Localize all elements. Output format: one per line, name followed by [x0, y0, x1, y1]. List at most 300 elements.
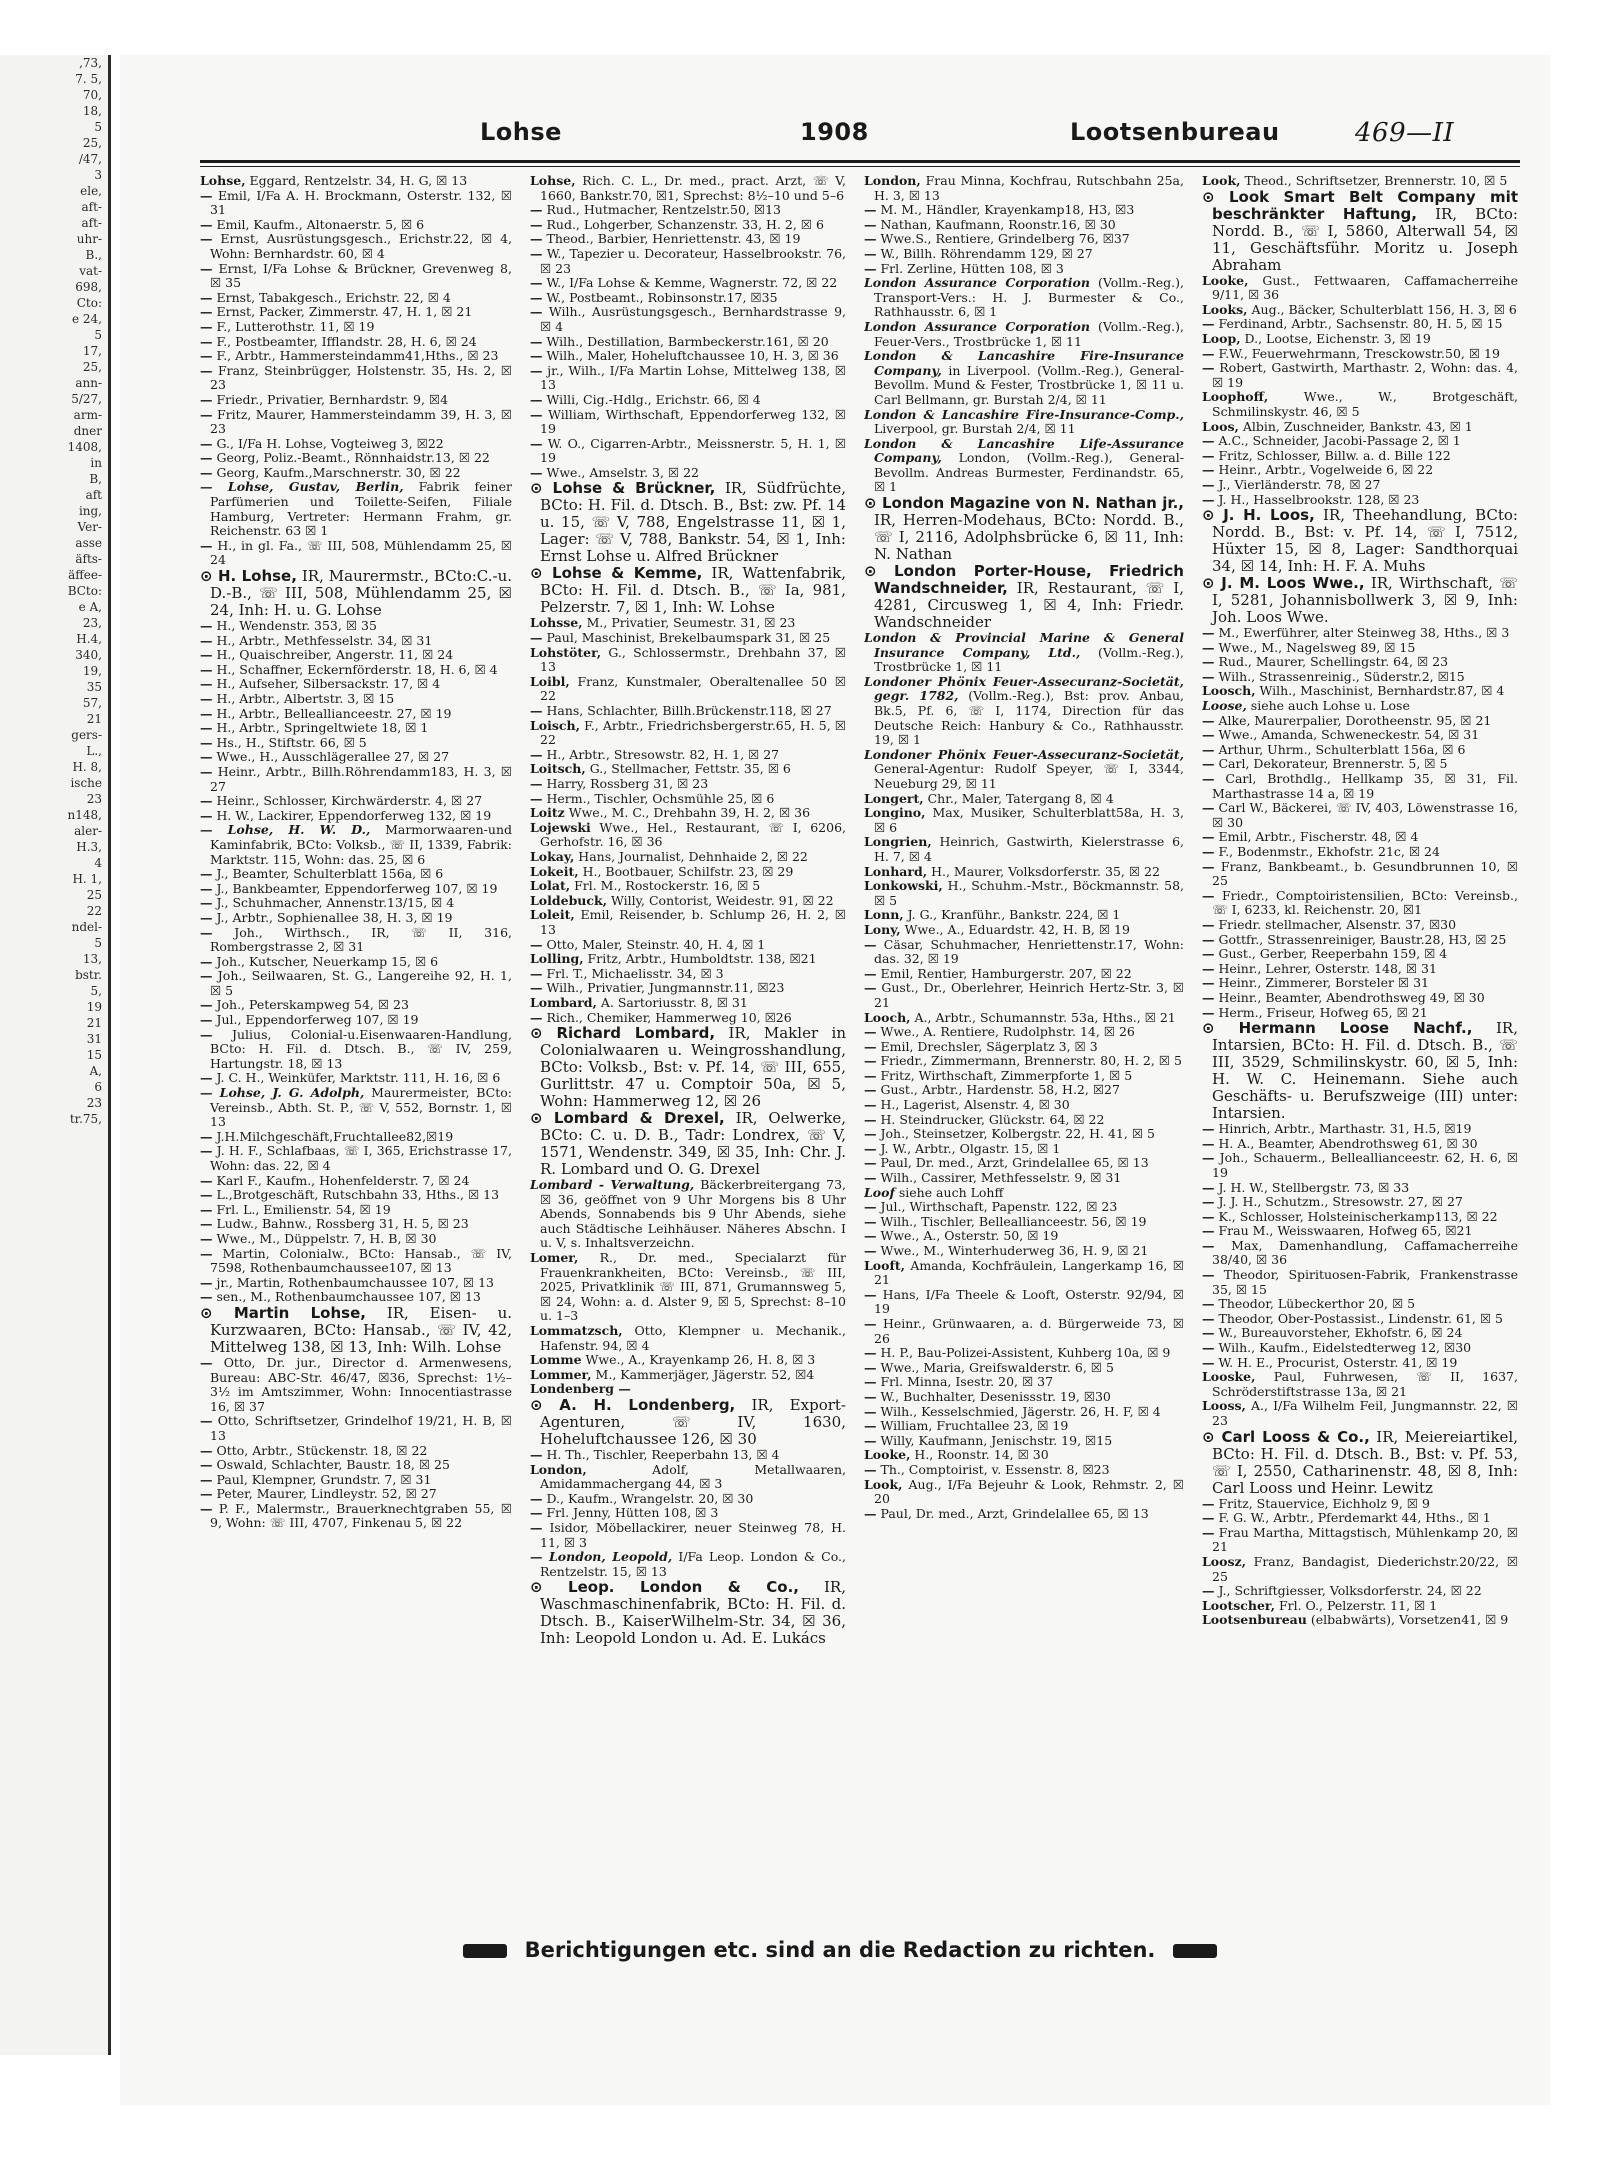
entry-name: — [1202, 829, 1215, 845]
entry-details: General-Agentur: Rudolf Speyer, ☏ I, 3344, Neueburg 29, ☒ 11 [874, 761, 1184, 791]
entry-details: Joh., Kutscher, Neuerkamp 15, ☒ 6 [216, 953, 439, 969]
entry-name: London Assurance Corporation [864, 318, 1090, 334]
previous-page-fragment: äfts- [75, 552, 102, 566]
entry-details: D., Kaufm., Wrangelstr. 20, ☒ 30 [546, 1490, 754, 1506]
previous-page-fragment: Ver- [77, 520, 102, 534]
entry-details: Frau M., Weisswaaren, Hofweg 65, ☒21 [1218, 1223, 1473, 1239]
directory-entry [1202, 1526, 1518, 1555]
entry-name: — [200, 348, 213, 364]
directory-entry [200, 1028, 512, 1072]
entry-name: Lonhard, [864, 863, 928, 879]
entry-name: — [1202, 1340, 1215, 1356]
entry-name: — [530, 275, 543, 291]
directory-entry [1202, 670, 1518, 685]
entry-name: Looske, [1202, 1369, 1256, 1385]
entry-name: — [200, 187, 213, 203]
entry-name: — [200, 289, 213, 305]
entry-name: Look, [864, 1476, 903, 1492]
directory-entry [864, 247, 1184, 262]
entry-name: Loophoff, [1202, 389, 1269, 405]
directory-entry [864, 1142, 1184, 1157]
entry-details: W., Postbeamt., Robinsonstr.17, ☒35 [546, 289, 778, 305]
directory-entry [864, 1083, 1184, 1098]
directory-entry [200, 335, 512, 350]
entry-details: W., Bureauvorsteher, Ekhofstr. 6, ☒ 24 [1218, 1325, 1463, 1341]
entry-details: J. C. H., Weinküfer, Marktstr. 111, H. 16, ☒ 6 [216, 1070, 501, 1086]
entry-name: Lohse, [200, 174, 246, 188]
entry-details: Joh., Wirthsch., IR, ☏ II, 316, Rombergstrasse 2, ☒ 31 [210, 924, 512, 955]
directory-entry [864, 1069, 1184, 1084]
entry-name: — [1202, 712, 1215, 728]
entry-name: Loldebuck, [530, 892, 608, 908]
page-footer [440, 1938, 1240, 1978]
directory-entry [1202, 962, 1518, 977]
entry-name: — [200, 749, 213, 765]
directory-entry [530, 646, 846, 675]
previous-page-fragment: bstr. [75, 968, 102, 982]
entry-details: J. J. H., Schutzm., Stresowstr. 27, ☒ 27 [1218, 1194, 1463, 1210]
entry-name: — [200, 1201, 213, 1217]
entry-name: — [1202, 1208, 1215, 1224]
entry-details: F.W., Feuerwehrmann, Tresckowstr.50, ☒ 19 [1218, 345, 1500, 361]
entry-name: Lomer, [530, 1250, 579, 1266]
entry-details: IR, Meiereiartikel, BCto: H. Fil. d. Dtsch. B., Bst: v. Pf. 53, ☏ I, 2550, Catharinenstr. 48, ☒ 8, Inh: Carl Looss und Heinr. Lewitz [1212, 1427, 1518, 1497]
entry-details: Robert, Gastwirth, Marthastr. 2, Wohn: das. 4, ☒ 19 [1212, 360, 1518, 390]
directory-entry [864, 1186, 1184, 1201]
directory-entry [1202, 757, 1518, 772]
previous-page-fragment: 23, [82, 616, 102, 630]
directory-entry [530, 762, 846, 777]
directory-entry [864, 1375, 1184, 1390]
entry-name: — [530, 231, 543, 247]
directory-entry [530, 748, 846, 763]
entry-details: W. H. E., Procurist, Osterstr. 41, ☒ 19 [1218, 1354, 1458, 1370]
entry-details: H., Schuhm.-Mstr., Böckmannstr. 58, ☒ 5 [874, 878, 1184, 908]
entry-details: Hans, Journalist, Dehnhaide 2, ☒ 22 [578, 848, 808, 864]
directory-entry [530, 894, 846, 909]
entry-details: Isidor, Möbellackirer, neuer Steinweg 78, H. 11, ☒ 3 [540, 1519, 846, 1550]
directory-entry [530, 879, 846, 894]
entry-name: Looke, [864, 1447, 911, 1463]
directory-entry [864, 1317, 1184, 1346]
directory-entry [530, 1492, 846, 1507]
entry-name: ⊙ A. H. Londenberg, [530, 1396, 736, 1414]
entry-details: Hans, Schlachter, Billh.Brückenstr.118, ☒ 27 [546, 703, 832, 719]
directory-entry [864, 1215, 1184, 1230]
directory-entry [1202, 1356, 1518, 1371]
entry-name: Lommatzsch, [530, 1323, 623, 1339]
entry-details: H., Quaischreiber, Angerstr. 11, ☒ 24 [216, 647, 454, 663]
directory-entry [1202, 449, 1518, 464]
entry-name: — [864, 1315, 877, 1331]
directory-entry [530, 1448, 846, 1463]
entry-name: Lommer, [530, 1366, 592, 1382]
entry-details: Wilh., Maler, Hoheluftchaussee 10, H. 3, ☒ 36 [546, 348, 839, 364]
entry-details: Wwe., Maria, Greifswalderstr. 6, ☒ 5 [880, 1359, 1114, 1375]
entry-details: Frl. T., Michaelisstr. 34, ☒ 3 [546, 965, 724, 981]
entry-details: Wwe., M. C., Drehbahn 39, H. 2, ☒ 36 [568, 805, 811, 821]
entry-name: — [200, 450, 213, 466]
entry-details: Wilh., Tischler, Belleallianceestr. 56, ☒ 19 [880, 1213, 1147, 1229]
directory-entry [1202, 317, 1518, 332]
entry-name: — [200, 435, 213, 451]
entry-name: — [200, 1457, 213, 1473]
directory-entry [530, 1521, 846, 1550]
previous-page-fragment: 4 [94, 856, 102, 870]
directory-entry [1202, 1224, 1518, 1239]
entry-name: Loosz, [1202, 1553, 1246, 1569]
entry-name: — [200, 216, 213, 232]
entry-name: — [1202, 476, 1215, 492]
entry-name: — [530, 965, 543, 981]
directory-entry [200, 291, 512, 306]
directory-entry [200, 1458, 512, 1473]
directory-entry [200, 1356, 512, 1414]
previous-page-fragment: H. 8, [72, 760, 102, 774]
entry-details: William, Fruchtallee 23, ☒ 19 [880, 1418, 1069, 1434]
entry-details: Carl, Dekorateur, Brennerstr. 5, ☒ 5 [1218, 756, 1448, 772]
directory-entry [200, 955, 512, 970]
entry-details: Albin, Zuschneider, Bankstr. 43, ☒ 1 [1242, 418, 1473, 434]
directory-entry [200, 408, 512, 437]
directory-entry [1202, 976, 1518, 991]
directory-entry [864, 1200, 1184, 1215]
entry-details: (Vollm.-Reg.), Transport-Vers.: H. J. Burmester & Co., Rathhausstr. 6, ☒ 1 [874, 275, 1184, 320]
directory-entry [1202, 655, 1518, 670]
previous-page-fragment: 5/27, [71, 392, 102, 406]
entry-details: Theodor, Spirituosen-Fabrik, Frankenstrasse 35, ☒ 15 [1212, 1267, 1518, 1297]
directory-entry [864, 320, 1184, 349]
directory-entry [200, 1013, 512, 1028]
entry-name: — [1202, 625, 1215, 641]
directory-entry [530, 1110, 846, 1178]
entry-details: Gust., Dr., Oberlehrer, Heinrich Hertz-Str. 3, ☒ 21 [874, 980, 1184, 1010]
entry-name: — [864, 216, 877, 232]
entry-name: — [864, 1461, 877, 1477]
entry-name: — [864, 1053, 877, 1069]
directory-entry [200, 1305, 512, 1356]
previous-page-fragment: äffee- [68, 568, 102, 582]
directory-entry [864, 349, 1184, 407]
entry-details: IR, Export-Agenturen, ☏ IV, 1630, Hoheluftchaussee 126, ☒ 30 [540, 1396, 846, 1448]
entry-details: A.C., Schneider, Jacobi-Passage 2, ☒ 1 [1218, 433, 1461, 449]
previous-page-fragment: B, [89, 472, 102, 486]
directory-entry [864, 981, 1184, 1010]
entry-name: — [530, 289, 543, 305]
previous-page-fragment: gers- [71, 728, 102, 742]
entry-name: — [1202, 946, 1215, 962]
entry-details: Franz, Kunstmaler, Oberaltenallee 50 ☒ 22 [540, 673, 846, 704]
directory-entry [1202, 174, 1518, 189]
entry-name: — [200, 1274, 213, 1290]
directory-entry [530, 675, 846, 704]
entry-name: — [530, 391, 543, 407]
directory-entry [1202, 830, 1518, 845]
directory-entry [1202, 1599, 1518, 1614]
directory-entry [530, 437, 846, 466]
directory-entry [530, 908, 846, 937]
directory-entry [200, 882, 512, 897]
entry-details: J., Bankbeamter, Eppendorferweg 107, ☒ 19 [216, 880, 498, 896]
entry-details: (Vollm.-Reg.), Feuer-Vers., Trostbrücke 1, ☒ 11 [874, 318, 1184, 349]
column-4 [1202, 174, 1518, 1929]
directory-entry [1202, 743, 1518, 758]
directory-entry [200, 750, 512, 765]
entry-details: A., Arbtr., Schumannstr. 53a, Hths., ☒ 21 [914, 1009, 1176, 1025]
directory-entry [200, 1188, 512, 1203]
directory-entry [530, 364, 846, 393]
entry-details: Joh., Steinsetzer, Kolbergstr. 22, H. 41, ☒ 5 [880, 1126, 1155, 1142]
entry-details: Wilh., Cassirer, Methfesselstr. 9, ☒ 31 [880, 1170, 1122, 1186]
entry-name: — [530, 936, 543, 952]
entry-details: Alke, Maurerpalier, Dorotheenstr. 95, ☒ 21 [1218, 712, 1492, 728]
entry-details: Chr., Maler, Tatergang 8, ☒ 4 [927, 790, 1114, 806]
entry-details: Maurermeister, BCto: Vereinsb., Abth. St. P., ☏ V, 552, Bornstr. 1, ☒ 13 [210, 1085, 512, 1130]
previous-page-fragment: tr.75, [69, 1112, 102, 1126]
entry-details: A. Sartoriusstr. 8, ☒ 31 [600, 994, 748, 1010]
column-3 [864, 174, 1184, 1929]
entry-details: Franz, Bankbeamt., b. Gesundbrunnen 10, ☒ 25 [1212, 858, 1518, 889]
previous-page-fragment: 25 [86, 888, 102, 902]
entry-name: — [864, 260, 877, 276]
entry-details: H., Arbtr., Springeltwiete 18, ☒ 1 [216, 720, 429, 736]
entry-name: — [1202, 654, 1215, 670]
entry-name: Loof [864, 1184, 895, 1200]
directory-entry [530, 850, 846, 865]
entry-name: — [530, 245, 543, 261]
entry-details: Hinrich, Arbtr., Marthastr. 31, H.5, ☒19 [1218, 1121, 1472, 1137]
entry-name: — [530, 980, 543, 996]
entry-details: Cäsar, Schuhmacher, Henriettenstr.17, Wohn: das. 32, ☒ 19 [874, 936, 1184, 967]
entry-details: J. W., Arbtr., Olgastr. 15, ☒ 1 [880, 1140, 1061, 1156]
entry-details: J., Schriftgiesser, Volksdorferstr. 24, ☒ 22 [1218, 1583, 1482, 1599]
entry-name: — [1202, 727, 1215, 743]
directory-entry [200, 765, 512, 794]
entry-details: M. M., Händler, Krayenkamp18, H3, ☒3 [880, 202, 1135, 218]
directory-entry [1202, 361, 1518, 390]
entry-name: ⊙ London Magazine von N. Nathan jr., [864, 494, 1184, 513]
entry-name: — London, Leopold, [530, 1549, 673, 1565]
directory-entry [530, 1550, 846, 1579]
entry-details: H., Arbtr., Methfesselstr. 34, ☒ 31 [216, 632, 433, 648]
previous-page-fragment: 5 [94, 328, 102, 342]
entry-details: Frl. Minna, Isestr. 20, ☒ 37 [880, 1374, 1054, 1390]
directory-entry [1202, 714, 1518, 729]
entry-name: — [530, 1009, 543, 1025]
entry-details: Otto, Schriftsetzer, Grindelhof 19/21, H. B, ☒ 13 [210, 1413, 512, 1443]
entry-name: — [530, 202, 543, 218]
entry-details: F., Postbeamter, Ifflandstr. 28, H. 6, ☒ 24 [216, 333, 477, 349]
directory-entry [530, 203, 846, 218]
entry-details: Rud., Maurer, Schellingstr. 64, ☒ 23 [1218, 654, 1449, 670]
entry-details: Paul, Fuhrwesen, ☏ II, 1637, Schröderstiftstrasse 13a, ☒ 21 [1212, 1369, 1518, 1399]
entry-name: — [200, 406, 213, 422]
directory-entry [200, 823, 512, 867]
directory-entry [1202, 933, 1518, 948]
entry-details: H., Arbtr., Albertstr. 3, ☒ 15 [216, 691, 395, 706]
entry-details: H. P., Bau-Polizei-Assistent, Kuhberg 10a, ☒ 9 [880, 1345, 1171, 1361]
entry-details: Franz, Steinbrügger, Holstenstr. 35, Hs. 2, ☒ 23 [210, 362, 512, 393]
previous-page-fragment: B., [85, 248, 102, 262]
entry-name: — [1202, 887, 1215, 903]
directory-entry [864, 1244, 1184, 1259]
entry-name: — [1202, 639, 1215, 655]
entry-name: London, [864, 174, 921, 188]
directory-entry [864, 232, 1184, 247]
entry-details: Wilh., Maschinist, Bernhardstr.87, ☒ 4 [1259, 683, 1505, 699]
previous-page-fragment: ische [70, 776, 102, 790]
directory-entry [1202, 1555, 1518, 1584]
entry-details: London, (Vollm.-Reg.), General-Bevollm. Andreas Burmester, Ferdinandstr. 65, ☒ 1 [874, 450, 1184, 495]
entry-name: — [1202, 345, 1215, 361]
entry-name: ⊙ Carl Looss & Co., [1202, 1427, 1370, 1446]
header-year: 1908 [800, 118, 869, 146]
entry-name: — [200, 391, 213, 407]
entry-details: W., I/Fa Lohse & Kemme, Wagnerstr. 72, ☒ 22 [546, 275, 838, 291]
entry-name: Lolat, [530, 878, 571, 894]
entry-name: — [530, 464, 543, 480]
entry-name: Loisch, [530, 717, 580, 733]
entry-name: — [1202, 1354, 1215, 1370]
entry-details: A., I/Fa Wilhelm Feil, Jungmannstr. 22, ☒ 23 [1212, 1398, 1518, 1428]
entry-details: H., Aufseher, Silbersackstr. 17, ☒ 4 [216, 676, 441, 692]
previous-page-fragment: 31 [86, 1032, 102, 1046]
entry-details: Emil, Drechsler, Sägerplatz 3, ☒ 3 [880, 1038, 1098, 1054]
header-rule-thin [200, 166, 1520, 167]
entry-details: H., Arbtr., Belleallianceestr. 27, ☒ 19 [216, 705, 452, 721]
entry-name: Lombard, [530, 994, 597, 1010]
directory-entry [200, 1247, 512, 1276]
entry-name: — [200, 968, 213, 984]
entry-details: IR, Intarsien, BCto: H. Fil. d. Dtsch. B., ☏ III, 3529, Schmilinskystr. 60, ☒ 5, Inh: H. W. C. Heinemann. Siehe auch Geschäfts- u. Berufszweige (III) unter: Intarsien. [1212, 1019, 1518, 1123]
directory-entry [530, 1025, 846, 1110]
entry-details: Gottfr., Strassenreiniger, Baustr.28, H3, ☒ 25 [1218, 931, 1507, 947]
entry-name: — [1202, 1325, 1215, 1341]
directory-entry [1202, 1268, 1518, 1297]
directory-entry [864, 1113, 1184, 1128]
directory-entry [530, 792, 846, 807]
directory-entry [1202, 575, 1518, 626]
entry-name: — [1202, 1004, 1215, 1020]
entry-details: W. O., Cigarren-Arbtr., Meissnerstr. 5, H. 1, ☒ 19 [540, 435, 846, 466]
entry-name: — [1202, 844, 1215, 859]
directory-entry [200, 1414, 512, 1443]
previous-page-fragment: 6 [94, 1080, 102, 1094]
directory-entry [530, 305, 846, 334]
entry-name: Looks, [1202, 301, 1248, 317]
directory-entry [530, 952, 846, 967]
directory-entry [864, 938, 1184, 967]
directory-entry [864, 1288, 1184, 1317]
directory-entry [1202, 1297, 1518, 1312]
entry-details: Wwe., M., Nagelsweg 89, ☒ 15 [1218, 639, 1416, 655]
previous-page-fragment: H.4, [76, 632, 102, 646]
header-rule [200, 160, 1520, 163]
previous-page-fragment: 19, [82, 664, 102, 678]
directory-entry [200, 969, 512, 998]
directory-entry [200, 736, 512, 751]
entry-details: Frau Martha, Mittagstisch, Mühlenkamp 20, ☒ 21 [1212, 1524, 1518, 1555]
previous-page-fragment: 19 [86, 1000, 102, 1014]
directory-entry [530, 1368, 846, 1383]
directory-entry [864, 174, 1184, 203]
directory-entry [1202, 434, 1518, 449]
entry-details: Herm., Friseur, Hofweg 65, ☒ 21 [1218, 1004, 1428, 1020]
directory-entry [530, 1251, 846, 1324]
directory-entry [1202, 1181, 1518, 1196]
entry-details: Fritz, Arbtr., Humboldtstr. 138, ☒21 [587, 951, 817, 967]
entry-name: — [1202, 1267, 1215, 1283]
directory-entry [864, 1405, 1184, 1420]
entry-name: — [200, 632, 213, 648]
directory-entry [1202, 641, 1518, 656]
entry-name: ⊙ Look Smart Belt Company mit beschränkter Haftung, [1202, 187, 1518, 223]
entry-details: William, Wirthschaft, Eppendorferweg 132, ☒ 19 [540, 406, 846, 437]
entry-details: D., Lootse, Eichenstr. 3, ☒ 19 [1244, 330, 1431, 346]
entry-details: Harry, Rossberg 31, ☒ 23 [546, 776, 709, 791]
entry-details: Wilh., Kaufm., Eidelstedterweg 12, ☒30 [1218, 1340, 1472, 1356]
entry-details: IR, Südfrüchte, BCto: H. Fil. d. Dtsch. B., Bst: zw. Pf. 14 u. 15, ☏ V, 788, Engelstrasse 11, ☒ 1, Lager: ☏ V, 788, Bankstr. 54, ☒ 1, Inh: Ernst Lohse u. Alfred Brückner [540, 479, 846, 566]
directory-entry [1202, 1370, 1518, 1399]
entry-name: — [864, 1126, 877, 1142]
entry-details: Ernst, Packer, Zimmerstr. 47, H. 1, ☒ 21 [216, 304, 473, 320]
entry-name: — [200, 1216, 213, 1232]
entry-name: London & Provincial Marine & General Insurance Company, Ltd., [864, 630, 1184, 660]
directory-entry [864, 806, 1184, 835]
previous-page-fragment: aft- [81, 200, 102, 214]
entry-details: Wwe., A., Krayenkamp 26, H. 8, ☒ 3 [585, 1352, 816, 1368]
directory-entry [1202, 1399, 1518, 1428]
entry-details: siehe auch Lohse u. Lose [1250, 698, 1410, 714]
entry-name: — [200, 1354, 213, 1370]
entry-details: Fritz, Wirthschaft, Zimmerpforte 1, ☒ 5 [880, 1067, 1133, 1083]
entry-name: — [1202, 447, 1215, 463]
entry-details: Heinr., Arbtr., Billh.Röhrendamm183, H. 3, ☒ 27 [210, 763, 512, 794]
entry-name: — [1202, 1135, 1215, 1151]
entry-name: — [864, 1170, 877, 1186]
directory-entry [200, 466, 512, 481]
directory-entry [864, 1025, 1184, 1040]
entry-details: IR, Oelwerke, BCto: C. u. D. B., Tadr: Londrex, ☏ V, 1571, Wendenstr. 349, ☒ 35, Inh: Chr. J. R. Lombard und O. G. Drexel [540, 1109, 846, 1179]
entry-name: ⊙ H. Lohse, [200, 567, 297, 586]
previous-page-fragment: 35 [86, 680, 102, 694]
previous-page-edge [0, 55, 111, 2055]
directory-entry [200, 262, 512, 291]
entry-details: Wwe., Amanda, Schweneckestr. 54, ☒ 31 [1218, 727, 1480, 743]
entry-name: Loos, [1202, 418, 1239, 434]
entry-name: — [200, 1187, 213, 1203]
page-header [190, 118, 1550, 158]
entry-details: Heinr., Arbtr., Vogelweide 6, ☒ 22 [1218, 462, 1434, 478]
entry-name: ⊙ Richard Lombard, [530, 1024, 716, 1043]
directory-entry [200, 451, 512, 466]
entry-name: ⊙ J. M. Loos Wwe., [1202, 574, 1365, 593]
entry-details: Joh., Peterskampweg 54, ☒ 23 [216, 997, 409, 1013]
entry-name: — [530, 348, 543, 364]
previous-page-fragment: 21 [86, 1016, 102, 1030]
entry-name: — [864, 1388, 877, 1404]
entry-details: Wwe., A., Eduardstr. 42, H. B, ☒ 19 [904, 921, 1130, 937]
entry-name: — [530, 1490, 543, 1506]
entry-details: Heinr., Lehrer, Osterstr. 148, ☒ 31 [1218, 960, 1437, 976]
entry-details: W., Buchhalter, Desenissstr. 19, ☒30 [880, 1388, 1111, 1404]
entry-name: Loitsch, [530, 761, 586, 777]
directory-entry [530, 806, 846, 821]
directory-entry [864, 1448, 1184, 1463]
directory-entry [200, 232, 512, 261]
entry-name: — [200, 953, 213, 969]
entry-details: Gust., Fettwaaren, Caffamacherreihe 9/11, ☒ 36 [1212, 272, 1518, 303]
